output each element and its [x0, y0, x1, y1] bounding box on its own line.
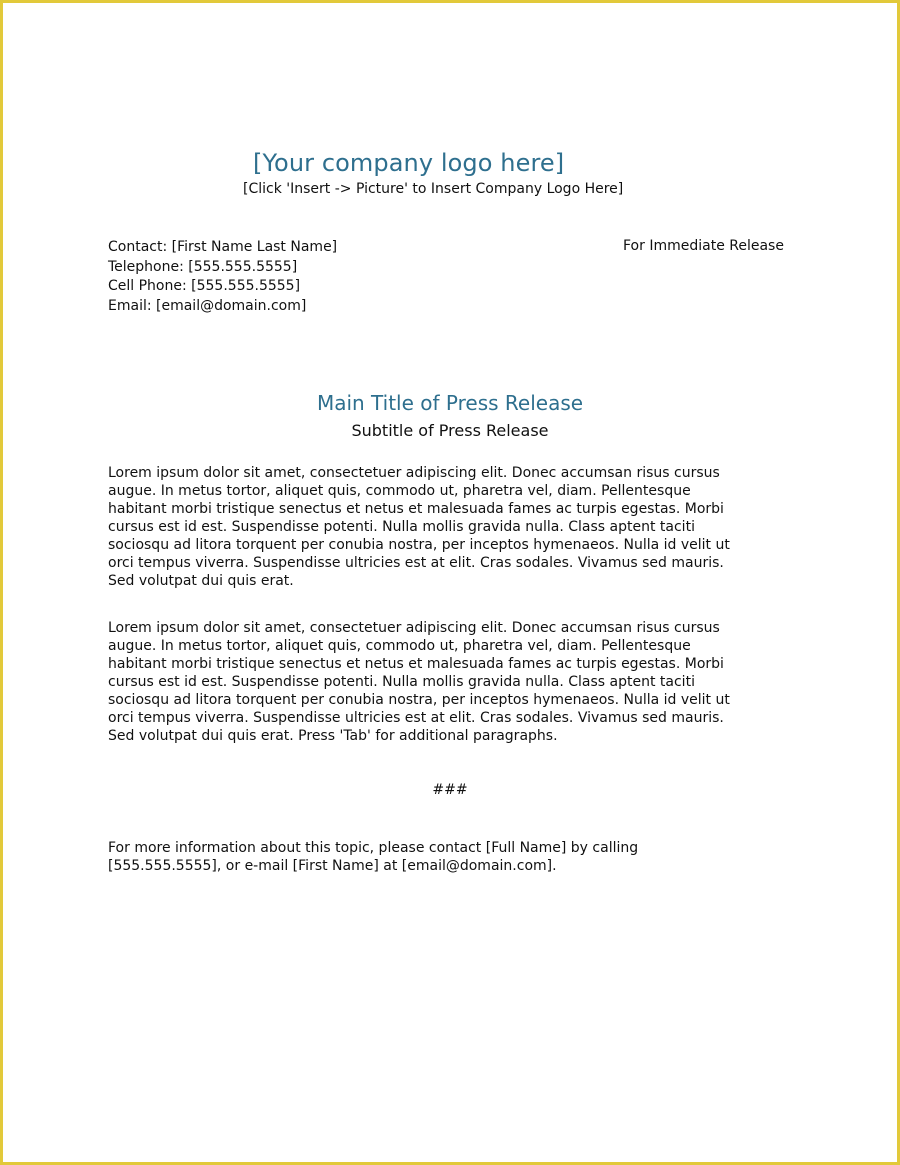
contact-name-line: Contact: [First Name Last Name] [108, 239, 338, 255]
paragraph-line: orci tempus viverra. Suspendisse ultricies est at elit. Cras sodales. Vivamus sed mauris. [108, 710, 724, 726]
paragraph-line: sociosqu ad litora torquent per conubia nostra, per inceptos hymenaeos. Nulla id velit ut [108, 692, 730, 708]
paragraph-line: Sed volutpat dui quis erat. [108, 573, 294, 589]
paragraph-line: sociosqu ad litora torquent per conubia nostra, per inceptos hymenaeos. Nulla id velit ut [108, 537, 730, 553]
more-information-line: For more information about this topic, please contact [Full Name] by calling [108, 840, 639, 856]
press-release-main-title: Main Title of Press Release [316, 391, 584, 415]
paragraph-line: Lorem ipsum dolor sit amet, consectetuer adipiscing elit. Donec accumsan risus cursus [108, 620, 720, 636]
contact-telephone-line: Telephone: [555.555.5555] [108, 258, 298, 275]
paragraph-line: cursus est id est. Suspendisse potenti. Nulla mollis gravida nulla. Class aptent taciti [108, 674, 695, 690]
body-paragraph-2 [108, 619, 778, 745]
paragraph-line: Sed volutpat dui quis erat. Press 'Tab' for additional paragraphs. [108, 728, 558, 744]
logo-insert-hint: [Click 'Insert -> Picture' to Insert Company Logo Here] [243, 181, 624, 197]
body-paragraph-1 [108, 464, 778, 590]
end-of-release-mark: ### [432, 782, 468, 798]
contact-email-line: Email: [email@domain.com] [108, 297, 307, 314]
company-logo-placeholder[interactable]: [Your company logo here] [253, 149, 565, 177]
paragraph-line: orci tempus viverra. Suspendisse ultricies est at elit. Cras sodales. Vivamus sed mauris. [108, 555, 724, 571]
paragraph-line: augue. In metus tortor, aliquet quis, commodo ut, pharetra vel, diam. Pellentesque [108, 483, 691, 499]
paragraph-line: cursus est id est. Suspendisse potenti. Nulla mollis gravida nulla. Class aptent taciti [108, 519, 695, 535]
more-information-block [108, 839, 638, 875]
paragraph-line: habitant morbi tristique senectus et netus et malesuada fames ac turpis egestas. Morbi [108, 656, 724, 672]
paragraph-line: Lorem ipsum dolor sit amet, consectetuer adipiscing elit. Donec accumsan risus cursus [108, 465, 720, 481]
release-notice: For Immediate Release [623, 238, 784, 254]
paragraph-line: augue. In metus tortor, aliquet quis, commodo ut, pharetra vel, diam. Pellentesque [108, 638, 691, 654]
press-release-subtitle: Subtitle of Press Release [351, 421, 549, 440]
contact-cell-phone-line: Cell Phone: [555.555.5555] [108, 278, 301, 294]
contact-block [108, 238, 337, 316]
paragraph-line: habitant morbi tristique senectus et netus et malesuada fames ac turpis egestas. Morbi [108, 501, 724, 517]
more-information-line: [555.555.5555], or e-mail [First Name] at [email@domain.com]. [108, 858, 557, 874]
